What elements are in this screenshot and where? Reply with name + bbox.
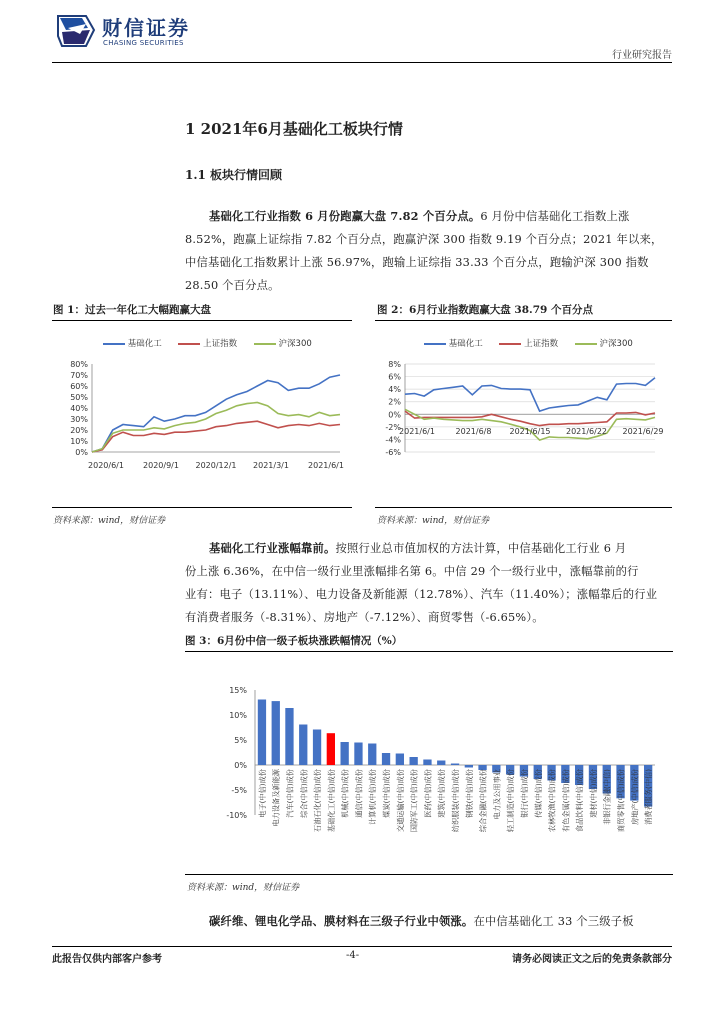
brand-english: CHASING SECURITIES xyxy=(103,39,184,47)
y-tick-label: 4% xyxy=(388,385,401,395)
legend-line-icon xyxy=(178,343,200,345)
x-tick-label: 2020/9/1 xyxy=(143,461,179,470)
bar xyxy=(354,743,362,766)
legend-line-icon xyxy=(254,343,276,345)
legend-label: 基础化工 xyxy=(448,339,483,349)
category-label: 综合金融(中信)成份 xyxy=(478,769,488,833)
paragraph-1: 基础化工行业指数 6 月份跑赢大盘 7.82 个百分点。6 月份中信基础化工指数上涨 8.52%，跑赢上证综指 7.82 个百分点，跑赢沪深 300 指数 9.19 个百分点；2021 年以来， 中信基础化工指数累计上涨 56.97%，跑输上证综指 33.33 个百分点，跑输沪深 300 指数 28.50 个百分点。 xyxy=(185,209,663,292)
y-tick-label: 0% xyxy=(234,761,247,770)
y-tick-label: 50% xyxy=(70,393,88,402)
x-tick-label: 2020/12/1 xyxy=(195,461,237,470)
category-label: 汽车(中信)成份 xyxy=(285,769,295,818)
legend-label: 基础化工 xyxy=(127,339,162,349)
x-tick-label: 2020/6/1 xyxy=(88,461,124,470)
figure-2-chart xyxy=(375,356,672,462)
paragraph-2: 基础化工行业涨幅靠前。按照行业总市值加权的方法计算，中信基础化工行业 6 月 份上涨 6.36%，在中信一级行业里涨幅排名第 6。中信 29 个一级行业中，涨幅靠前的行 业有：电子（13.11%）、电力设备及新能源（12.78%）、汽车（11.40%）；涨幅靠后的行业 有消费者服务（-8.31%）、房地产（-7.12%）、商贸零售（-6.65%）。 xyxy=(185,541,658,624)
category-label: 通信(中信)成份 xyxy=(354,769,364,818)
legend-line-icon xyxy=(103,343,125,345)
category-label: 建材(中信)成份 xyxy=(588,769,598,818)
y-tick-label: 20% xyxy=(70,426,88,435)
bar xyxy=(396,754,404,766)
category-label: 石油石化(中信)成份 xyxy=(313,769,323,833)
category-label: 医药(中信)成份 xyxy=(423,769,433,818)
figure-3-title-rule xyxy=(185,651,673,652)
bar xyxy=(313,730,321,766)
figure-1-chart xyxy=(52,356,352,482)
category-label: 电子(中信)成份 xyxy=(257,769,267,818)
category-label: 国防军工(中信)成份 xyxy=(409,769,419,833)
brand-logo xyxy=(56,8,206,54)
bar xyxy=(341,742,349,765)
legend-line-icon xyxy=(424,343,446,345)
x-tick-label: 2021/6/1 xyxy=(308,461,344,470)
category-label: 商贸零售(中信)成份 xyxy=(616,769,626,833)
header-rule xyxy=(52,62,672,63)
y-tick-label: -4% xyxy=(385,435,401,445)
bar xyxy=(423,760,431,766)
y-tick-label: 80% xyxy=(70,360,88,369)
bar xyxy=(451,764,459,766)
bar xyxy=(437,761,445,766)
bar xyxy=(410,757,418,765)
paragraph-3-lead: 碳纤维、锂电化学品、膜材料在三级子行业中领涨。 xyxy=(209,914,474,928)
category-label: 轻工制造(中信)成份 xyxy=(506,769,516,833)
y-tick-label: 10% xyxy=(229,711,247,720)
y-tick-label: 70% xyxy=(70,371,88,380)
category-label: 煤炭(中信)成份 xyxy=(382,769,391,818)
category-label: 传媒(中信)成份 xyxy=(533,769,543,818)
y-tick-label: 2% xyxy=(388,397,401,407)
bar xyxy=(299,725,307,766)
figure-2-title-rule xyxy=(375,320,672,321)
x-tick-label: 2021/3/1 xyxy=(253,461,289,470)
legend-label: 沪深300 xyxy=(278,339,312,349)
figure-3-bottom-rule xyxy=(185,874,673,875)
category-label: 消费者服务(中信) xyxy=(644,769,654,825)
bar xyxy=(327,733,335,765)
figure-3-chart xyxy=(185,676,673,872)
report-type: 行业研究报告 xyxy=(612,50,672,61)
figure-2-bottom-rule xyxy=(375,507,672,508)
category-label: 食品饮料(中信)成份 xyxy=(575,769,585,833)
y-tick-label: 60% xyxy=(70,382,88,391)
category-label: 交通运输(中信)成份 xyxy=(395,769,405,833)
bar xyxy=(368,744,376,766)
category-label: 农林牧渔(中信)成份 xyxy=(547,769,557,833)
category-label: 综合(中信)成份 xyxy=(299,769,309,818)
figure-2-title: 图 2：6月行业指数跑赢大盘 38.79 个百分点 xyxy=(377,304,593,316)
category-label: 建筑(中信)成份 xyxy=(437,769,447,818)
y-tick-label: -6% xyxy=(385,448,401,457)
legend-label: 上证指数 xyxy=(203,339,238,349)
category-label: 银行(中信)成份 xyxy=(520,769,529,818)
y-tick-label: 30% xyxy=(70,415,88,424)
category-label: 基础化工(中信)成份 xyxy=(326,769,336,833)
x-tick-label: 2021/6/8 xyxy=(455,427,492,436)
figure-2-source: 资料来源：wind，财信证券 xyxy=(377,516,490,526)
brand-emblem-icon xyxy=(56,12,96,50)
y-tick-label: 0% xyxy=(75,448,88,457)
y-tick-label: -5% xyxy=(231,786,247,795)
footer-rule xyxy=(52,946,672,947)
legend-line-icon xyxy=(499,343,521,345)
y-tick-label: 0% xyxy=(388,410,401,420)
section-heading: 1 2021年6月基础化工板块行情 xyxy=(185,120,403,138)
paragraph-3: 碳纤维、锂电化学品、膜材料在三级子行业中领涨。在中信基础化工 33 个三级子板 xyxy=(209,914,634,928)
figure-3-source: 资料来源：wind，财信证券 xyxy=(187,883,300,893)
y-tick-label: -2% xyxy=(385,422,401,432)
series-line-1 xyxy=(405,378,655,411)
bar xyxy=(382,753,390,765)
y-tick-label: -10% xyxy=(226,811,247,820)
bar xyxy=(272,701,280,765)
footer-disclaimer-left: 此报告仅供内部客户参考 xyxy=(52,954,162,965)
y-tick-label: 6% xyxy=(388,372,401,382)
bar xyxy=(258,700,266,766)
figure-1-source: 资料来源：wind，财信证券 xyxy=(53,516,166,526)
category-label: 电力及公用事业 xyxy=(492,769,502,820)
y-tick-label: 10% xyxy=(70,437,88,446)
paragraph-2-lead: 基础化工行业涨幅靠前。 xyxy=(209,541,336,555)
category-label: 纺织服装(中信)成份 xyxy=(451,769,460,833)
legend-line-icon xyxy=(575,343,597,345)
category-label: 房地产(中信)成份 xyxy=(630,769,640,825)
figure-1-title: 图 1：过去一年化工大幅跑赢大盘 xyxy=(53,304,211,316)
page-number: -4- xyxy=(346,950,360,961)
y-tick-label: 15% xyxy=(229,686,247,695)
category-label: 机械(中信)成份 xyxy=(340,769,350,818)
footer-disclaimer-right: 请务必阅读正文之后的免责条款部分 xyxy=(512,954,672,965)
legend-label: 沪深300 xyxy=(599,339,633,349)
subsection-heading: 1.1 板块行情回顾 xyxy=(185,168,283,182)
figure-3-title: 图 3：6月份中信一级子板块涨跌幅情况（%） xyxy=(185,635,403,647)
figure-1-title-rule xyxy=(52,320,352,321)
figure-1-bottom-rule xyxy=(52,507,352,508)
legend-label: 上证指数 xyxy=(524,339,559,349)
category-label: 钢铁(中信)成份 xyxy=(464,769,474,818)
brand-name: 财信证券 xyxy=(102,16,190,40)
x-tick-label: 2021/6/29 xyxy=(622,427,664,436)
y-tick-label: 40% xyxy=(70,404,88,413)
y-tick-label: 8% xyxy=(388,360,401,369)
category-label: 计算机(中信)成份 xyxy=(368,769,378,825)
x-tick-label: 2021/6/15 xyxy=(509,427,551,436)
bar xyxy=(465,765,473,768)
series-line-2 xyxy=(405,411,655,426)
x-tick-label: 2021/6/22 xyxy=(565,427,608,436)
bar xyxy=(285,708,293,765)
x-tick-label: 2021/6/1 xyxy=(399,427,435,436)
category-label: 电力设备及新能源 xyxy=(271,769,281,827)
category-label: 非银行金融(中信) xyxy=(602,769,612,825)
figure-2-legend xyxy=(424,337,669,349)
category-label: 有色金属(中信)成份 xyxy=(561,769,571,833)
figure-1-legend xyxy=(103,337,343,349)
y-tick-label: 5% xyxy=(234,736,247,745)
paragraph-1-lead: 基础化工行业指数 6 月份跑赢大盘 7.82 个百分点。 xyxy=(209,209,481,223)
